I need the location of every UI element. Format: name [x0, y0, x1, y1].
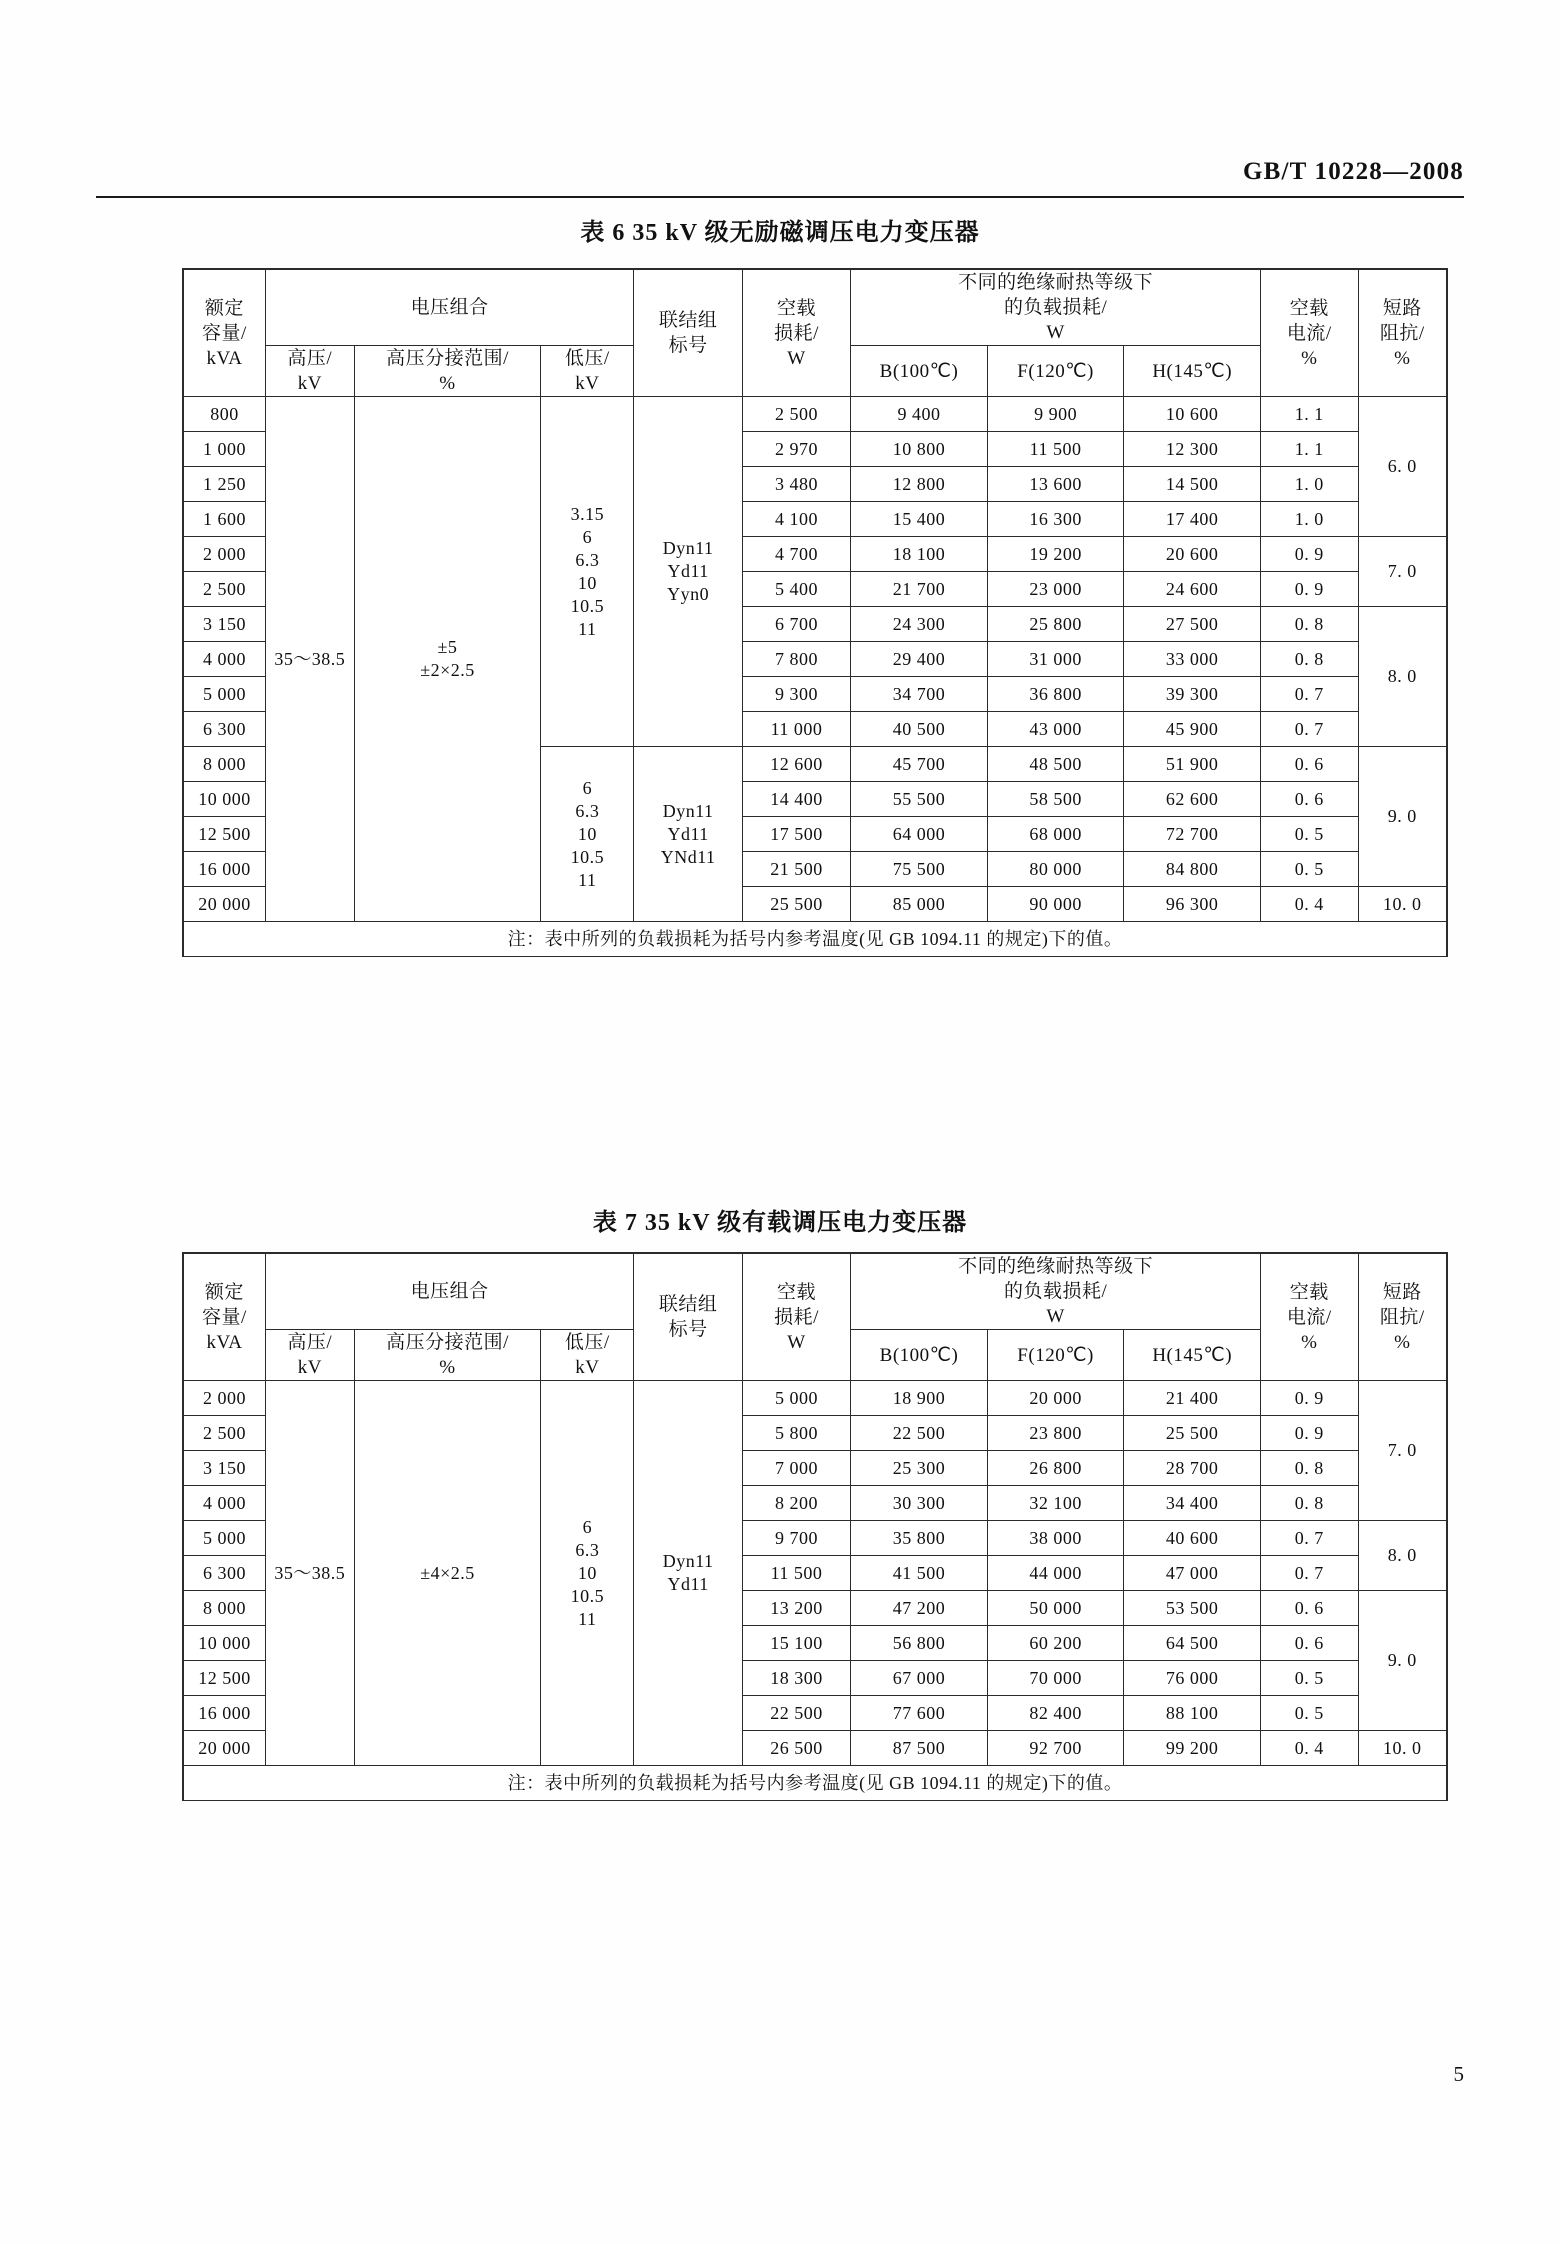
- col-class-h: H(145℃): [1124, 346, 1261, 397]
- cell-no-load-current: 0. 6: [1260, 747, 1358, 782]
- cell-load-loss-h: 45 900: [1124, 712, 1261, 747]
- cell-no-load-loss: 4 700: [742, 537, 850, 572]
- col-load-loss-group: 不同的绝缘耐热等级下 的负载损耗/ W: [851, 269, 1261, 346]
- col-lv: 低压/ kV: [541, 346, 634, 397]
- cell-rated-capacity: 4 000: [183, 1486, 265, 1521]
- cell-load-loss-f: 13 600: [987, 467, 1124, 502]
- cell-load-loss-b: 10 800: [851, 432, 988, 467]
- cell-short-circuit-impedance: 6. 0: [1358, 397, 1447, 537]
- table-6-body: [183, 397, 1447, 957]
- cell-no-load-loss: 2 970: [742, 432, 850, 467]
- cell-rated-capacity: 8 000: [183, 747, 265, 782]
- cell-load-loss-h: 20 600: [1124, 537, 1261, 572]
- cell-no-load-loss: 11 000: [742, 712, 850, 747]
- cell-rated-capacity: 3 150: [183, 1451, 265, 1486]
- table-note: 注：表中所列的负载损耗为括号内参考温度(见 GB 1094.11 的规定)下的值。: [183, 1766, 1447, 1801]
- cell-load-loss-f: 11 500: [987, 432, 1124, 467]
- cell-no-load-current: 0. 9: [1260, 572, 1358, 607]
- cell-rated-capacity: 20 000: [183, 887, 265, 922]
- cell-load-loss-b: 9 400: [851, 397, 988, 432]
- col-load-loss-group: 不同的绝缘耐热等级下 的负载损耗/ W: [851, 1253, 1261, 1330]
- cell-rated-capacity: 16 000: [183, 1696, 265, 1731]
- cell-load-loss-b: 24 300: [851, 607, 988, 642]
- cell-load-loss-f: 25 800: [987, 607, 1124, 642]
- page-number: 5: [1453, 2062, 1464, 2086]
- cell-load-loss-b: 85 000: [851, 887, 988, 922]
- table-row: [183, 397, 1447, 432]
- col-connection-symbol: 联结组 标号: [634, 1253, 742, 1381]
- cell-load-loss-b: 56 800: [851, 1626, 988, 1661]
- cell-load-loss-b: 12 800: [851, 467, 988, 502]
- cell-load-loss-b: 47 200: [851, 1591, 988, 1626]
- cell-load-loss-h: 12 300: [1124, 432, 1261, 467]
- cell-no-load-current: 1. 0: [1260, 467, 1358, 502]
- cell-no-load-current: 0. 8: [1260, 1451, 1358, 1486]
- cell-load-loss-h: 88 100: [1124, 1696, 1261, 1731]
- cell-load-loss-f: 23 800: [987, 1416, 1124, 1451]
- cell-rated-capacity: 800: [183, 397, 265, 432]
- cell-short-circuit-impedance: 7. 0: [1358, 1381, 1447, 1521]
- cell-hv-tap-range: ±5 ±2×2.5: [354, 397, 540, 922]
- cell-rated-capacity: 20 000: [183, 1731, 265, 1766]
- cell-no-load-loss: 2 500: [742, 397, 850, 432]
- cell-load-loss-h: 39 300: [1124, 677, 1261, 712]
- col-hv-tap-range: 高压分接范围/ %: [354, 1330, 540, 1381]
- cell-no-load-current: 0. 8: [1260, 642, 1358, 677]
- cell-rated-capacity: 12 500: [183, 817, 265, 852]
- cell-load-loss-f: 36 800: [987, 677, 1124, 712]
- col-class-f: F(120℃): [987, 1330, 1124, 1381]
- cell-load-loss-f: 92 700: [987, 1731, 1124, 1766]
- cell-no-load-loss: 13 200: [742, 1591, 850, 1626]
- cell-load-loss-f: 9 900: [987, 397, 1124, 432]
- cell-load-loss-h: 33 000: [1124, 642, 1261, 677]
- cell-no-load-current: 0. 6: [1260, 1626, 1358, 1661]
- cell-lv: 6 6.3 10 10.5 11: [541, 1381, 634, 1766]
- cell-no-load-loss: 9 700: [742, 1521, 850, 1556]
- cell-rated-capacity: 1 600: [183, 502, 265, 537]
- cell-load-loss-b: 45 700: [851, 747, 988, 782]
- cell-load-loss-f: 16 300: [987, 502, 1124, 537]
- cell-no-load-loss: 9 300: [742, 677, 850, 712]
- cell-no-load-loss: 8 200: [742, 1486, 850, 1521]
- cell-load-loss-h: 62 600: [1124, 782, 1261, 817]
- table-7-body: [183, 1381, 1447, 1801]
- cell-no-load-loss: 6 700: [742, 607, 850, 642]
- cell-load-loss-b: 34 700: [851, 677, 988, 712]
- cell-load-loss-f: 20 000: [987, 1381, 1124, 1416]
- header-rule: [96, 196, 1464, 198]
- cell-no-load-loss: 17 500: [742, 817, 850, 852]
- col-lv: 低压/ kV: [541, 1330, 634, 1381]
- cell-no-load-current: 0. 5: [1260, 1696, 1358, 1731]
- cell-rated-capacity: 4 000: [183, 642, 265, 677]
- cell-load-loss-h: 64 500: [1124, 1626, 1261, 1661]
- cell-short-circuit-impedance: 9. 0: [1358, 747, 1447, 887]
- cell-connection-symbol: Dyn11 Yd11 Yyn0: [634, 397, 742, 747]
- table-6-caption: 表 6 35 kV 级无励磁调压电力变压器: [580, 220, 980, 246]
- cell-short-circuit-impedance: 8. 0: [1358, 607, 1447, 747]
- cell-no-load-current: 0. 9: [1260, 1381, 1358, 1416]
- cell-no-load-loss: 12 600: [742, 747, 850, 782]
- cell-short-circuit-impedance: 9. 0: [1358, 1591, 1447, 1731]
- col-class-h: H(145℃): [1124, 1330, 1261, 1381]
- cell-short-circuit-impedance: 10. 0: [1358, 887, 1447, 922]
- table-7-caption: 表 7 35 kV 级有载调压电力变压器: [592, 1210, 968, 1236]
- cell-rated-capacity: 6 300: [183, 1556, 265, 1591]
- table-row: [183, 1381, 1447, 1416]
- cell-rated-capacity: 1 250: [183, 467, 265, 502]
- col-rated-capacity: 额定 容量/ kVA: [183, 1253, 265, 1381]
- cell-load-loss-h: 27 500: [1124, 607, 1261, 642]
- cell-no-load-loss: 15 100: [742, 1626, 850, 1661]
- cell-load-loss-f: 90 000: [987, 887, 1124, 922]
- col-hv-tap-range: 高压分接范围/ %: [354, 346, 540, 397]
- cell-load-loss-b: 87 500: [851, 1731, 988, 1766]
- cell-rated-capacity: 16 000: [183, 852, 265, 887]
- table-6-header: [183, 269, 1447, 397]
- cell-no-load-current: 0. 4: [1260, 1731, 1358, 1766]
- cell-load-loss-b: 22 500: [851, 1416, 988, 1451]
- table-note-row: [183, 1766, 1447, 1801]
- table-note-row: [183, 922, 1447, 957]
- cell-short-circuit-impedance: 7. 0: [1358, 537, 1447, 607]
- cell-load-loss-f: 31 000: [987, 642, 1124, 677]
- col-no-load-current: 空载 电流/ %: [1260, 1253, 1358, 1381]
- col-voltage-combination-group: 电压组合: [265, 269, 634, 346]
- cell-no-load-loss: 5 000: [742, 1381, 850, 1416]
- col-no-load-current: 空载 电流/ %: [1260, 269, 1358, 397]
- col-hv: 高压/ kV: [265, 346, 354, 397]
- cell-no-load-current: 0. 4: [1260, 887, 1358, 922]
- cell-load-loss-h: 34 400: [1124, 1486, 1261, 1521]
- cell-load-loss-h: 84 800: [1124, 852, 1261, 887]
- col-voltage-combination-group: 电压组合: [265, 1253, 634, 1330]
- cell-no-load-current: 0. 8: [1260, 607, 1358, 642]
- cell-hv-tap-range: ±4×2.5: [354, 1381, 540, 1766]
- cell-load-loss-f: 38 000: [987, 1521, 1124, 1556]
- cell-load-loss-b: 15 400: [851, 502, 988, 537]
- col-class-f: F(120℃): [987, 346, 1124, 397]
- cell-load-loss-b: 35 800: [851, 1521, 988, 1556]
- cell-rated-capacity: 5 000: [183, 677, 265, 712]
- cell-no-load-loss: 14 400: [742, 782, 850, 817]
- cell-no-load-current: 0. 9: [1260, 537, 1358, 572]
- cell-no-load-loss: 7 000: [742, 1451, 850, 1486]
- cell-rated-capacity: 1 000: [183, 432, 265, 467]
- cell-load-loss-f: 23 000: [987, 572, 1124, 607]
- cell-load-loss-b: 75 500: [851, 852, 988, 887]
- cell-short-circuit-impedance: 8. 0: [1358, 1521, 1447, 1591]
- table-7: [182, 1252, 1448, 1801]
- cell-load-loss-b: 64 000: [851, 817, 988, 852]
- cell-load-loss-b: 21 700: [851, 572, 988, 607]
- cell-load-loss-f: 68 000: [987, 817, 1124, 852]
- cell-no-load-loss: 21 500: [742, 852, 850, 887]
- cell-rated-capacity: 5 000: [183, 1521, 265, 1556]
- cell-no-load-current: 0. 7: [1260, 1556, 1358, 1591]
- cell-no-load-current: 0. 6: [1260, 1591, 1358, 1626]
- cell-rated-capacity: 3 150: [183, 607, 265, 642]
- cell-load-loss-h: 47 000: [1124, 1556, 1261, 1591]
- cell-rated-capacity: 2 000: [183, 537, 265, 572]
- cell-short-circuit-impedance: 10. 0: [1358, 1731, 1447, 1766]
- cell-no-load-loss: 5 800: [742, 1416, 850, 1451]
- cell-rated-capacity: 8 000: [183, 1591, 265, 1626]
- cell-load-loss-b: 18 900: [851, 1381, 988, 1416]
- cell-load-loss-h: 25 500: [1124, 1416, 1261, 1451]
- cell-lv: 3.15 6 6.3 10 10.5 11: [541, 397, 634, 747]
- col-no-load-loss: 空载 损耗/ W: [742, 1253, 850, 1381]
- cell-rated-capacity: 2 000: [183, 1381, 265, 1416]
- cell-load-loss-h: 28 700: [1124, 1451, 1261, 1486]
- cell-load-loss-f: 44 000: [987, 1556, 1124, 1591]
- table-note: 注：表中所列的负载损耗为括号内参考温度(见 GB 1094.11 的规定)下的值。: [183, 922, 1447, 957]
- cell-load-loss-b: 40 500: [851, 712, 988, 747]
- col-class-b: B(100℃): [851, 346, 988, 397]
- cell-load-loss-f: 70 000: [987, 1661, 1124, 1696]
- cell-load-loss-b: 25 300: [851, 1451, 988, 1486]
- cell-load-loss-h: 40 600: [1124, 1521, 1261, 1556]
- cell-load-loss-b: 18 100: [851, 537, 988, 572]
- col-hv: 高压/ kV: [265, 1330, 354, 1381]
- cell-no-load-loss: 26 500: [742, 1731, 850, 1766]
- cell-no-load-loss: 22 500: [742, 1696, 850, 1731]
- cell-rated-capacity: 2 500: [183, 572, 265, 607]
- cell-load-loss-f: 58 500: [987, 782, 1124, 817]
- cell-no-load-loss: 7 800: [742, 642, 850, 677]
- cell-rated-capacity: 2 500: [183, 1416, 265, 1451]
- col-short-circuit-impedance: 短路 阻抗/ %: [1358, 269, 1447, 397]
- cell-no-load-loss: 25 500: [742, 887, 850, 922]
- cell-hv: 35～38.5: [265, 1381, 354, 1766]
- col-no-load-loss: 空载 损耗/ W: [742, 269, 850, 397]
- cell-no-load-current: 0. 7: [1260, 712, 1358, 747]
- cell-load-loss-h: 14 500: [1124, 467, 1261, 502]
- cell-rated-capacity: 10 000: [183, 1626, 265, 1661]
- cell-load-loss-h: 21 400: [1124, 1381, 1261, 1416]
- cell-load-loss-b: 67 000: [851, 1661, 988, 1696]
- cell-no-load-loss: 11 500: [742, 1556, 850, 1591]
- cell-load-loss-f: 80 000: [987, 852, 1124, 887]
- cell-load-loss-h: 10 600: [1124, 397, 1261, 432]
- cell-no-load-current: 0. 7: [1260, 1521, 1358, 1556]
- cell-load-loss-f: 19 200: [987, 537, 1124, 572]
- col-class-b: B(100℃): [851, 1330, 988, 1381]
- cell-rated-capacity: 12 500: [183, 1661, 265, 1696]
- cell-load-loss-f: 60 200: [987, 1626, 1124, 1661]
- cell-load-loss-h: 99 200: [1124, 1731, 1261, 1766]
- cell-load-loss-f: 48 500: [987, 747, 1124, 782]
- cell-load-loss-b: 41 500: [851, 1556, 988, 1591]
- standard-code-header: GB/T 10228—2008: [1242, 158, 1464, 185]
- cell-connection-symbol: Dyn11 Yd11 YNd11: [634, 747, 742, 922]
- cell-no-load-current: 0. 8: [1260, 1486, 1358, 1521]
- cell-load-loss-f: 82 400: [987, 1696, 1124, 1731]
- cell-load-loss-b: 29 400: [851, 642, 988, 677]
- table-7-header: [183, 1253, 1447, 1381]
- cell-load-loss-h: 17 400: [1124, 502, 1261, 537]
- cell-load-loss-h: 96 300: [1124, 887, 1261, 922]
- cell-load-loss-f: 43 000: [987, 712, 1124, 747]
- table-6: [182, 268, 1448, 957]
- cell-load-loss-h: 24 600: [1124, 572, 1261, 607]
- cell-no-load-loss: 18 300: [742, 1661, 850, 1696]
- cell-load-loss-b: 55 500: [851, 782, 988, 817]
- cell-rated-capacity: 6 300: [183, 712, 265, 747]
- cell-no-load-loss: 4 100: [742, 502, 850, 537]
- col-rated-capacity: 额定 容量/ kVA: [183, 269, 265, 397]
- cell-no-load-current: 0. 7: [1260, 677, 1358, 712]
- cell-load-loss-h: 51 900: [1124, 747, 1261, 782]
- cell-connection-symbol: Dyn11 Yd11: [634, 1381, 742, 1766]
- cell-no-load-current: 0. 9: [1260, 1416, 1358, 1451]
- cell-no-load-loss: 3 480: [742, 467, 850, 502]
- cell-load-loss-f: 32 100: [987, 1486, 1124, 1521]
- cell-no-load-loss: 5 400: [742, 572, 850, 607]
- cell-load-loss-h: 53 500: [1124, 1591, 1261, 1626]
- cell-lv: 6 6.3 10 10.5 11: [541, 747, 634, 922]
- cell-hv: 35～38.5: [265, 397, 354, 922]
- cell-no-load-current: 1. 0: [1260, 502, 1358, 537]
- cell-rated-capacity: 10 000: [183, 782, 265, 817]
- cell-load-loss-h: 76 000: [1124, 1661, 1261, 1696]
- cell-no-load-current: 0. 5: [1260, 817, 1358, 852]
- cell-load-loss-h: 72 700: [1124, 817, 1261, 852]
- cell-load-loss-b: 30 300: [851, 1486, 988, 1521]
- cell-no-load-current: 0. 6: [1260, 782, 1358, 817]
- col-short-circuit-impedance: 短路 阻抗/ %: [1358, 1253, 1447, 1381]
- cell-load-loss-b: 77 600: [851, 1696, 988, 1731]
- col-connection-symbol: 联结组 标号: [634, 269, 742, 397]
- cell-no-load-current: 0. 5: [1260, 1661, 1358, 1696]
- cell-no-load-current: 1. 1: [1260, 397, 1358, 432]
- cell-load-loss-f: 26 800: [987, 1451, 1124, 1486]
- cell-no-load-current: 1. 1: [1260, 432, 1358, 467]
- cell-load-loss-f: 50 000: [987, 1591, 1124, 1626]
- cell-no-load-current: 0. 5: [1260, 852, 1358, 887]
